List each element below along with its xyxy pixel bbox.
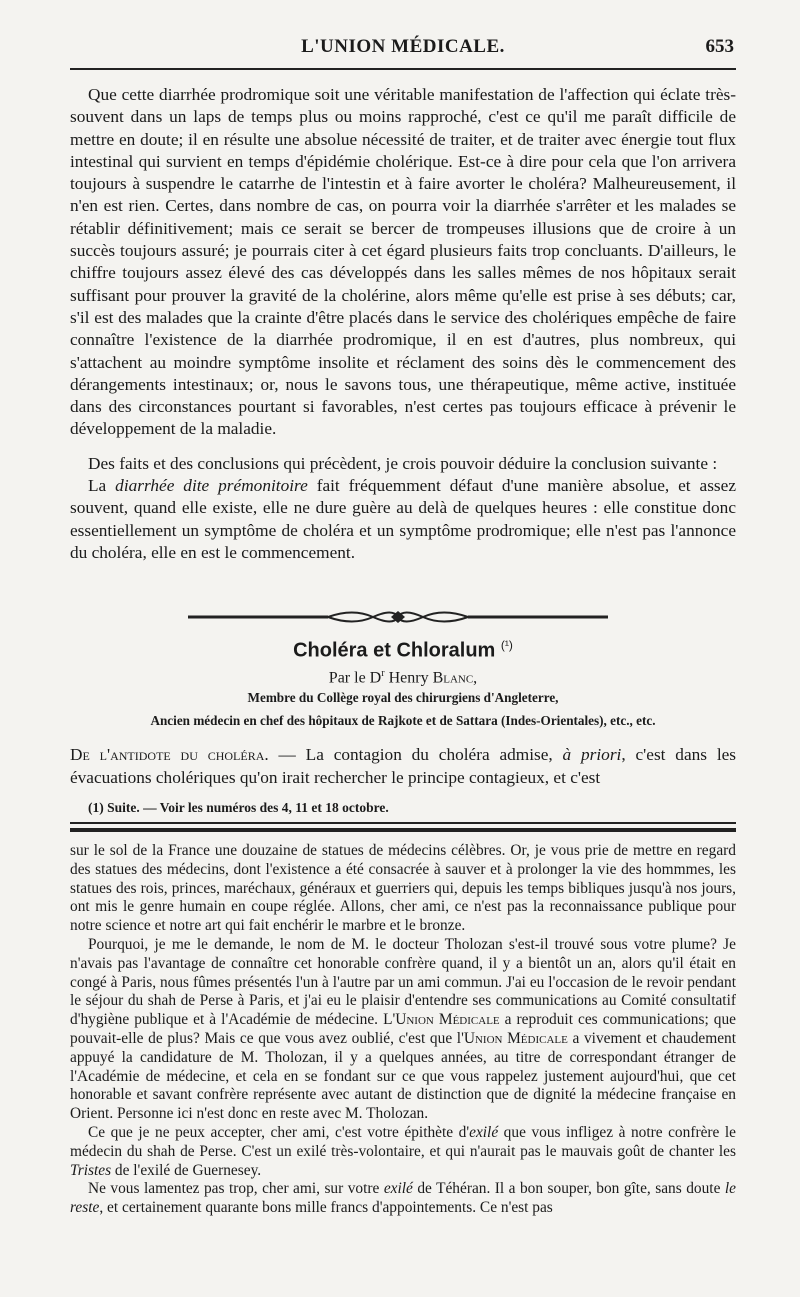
p2-text-b: a reproduit ces communications; que pouvait-elle de plus? Mais ce que vous avez oublié, c'est que l' (70, 1011, 736, 1047)
lower-letter-body (70, 842, 736, 1218)
antidote-paragraph (70, 744, 736, 789)
paragraph-diarrhee: Que cette diarrhée prodromique soit une véritable manifestation de l'affection qui éclate très-souvent dans un laps de temps plus ou moins rapproché, c'est ce qu'il me paraît difficile de mettre en doute; il en résulte une absolue nécessité de traiter, et de traiter avec énergie tout flux intestinal qui survient en temps d'épidémie cholérique. Est-ce à dire pour cela que l'on arrivera toujours à suspendre le catarrhe de l'intestin et à faire avorter le choléra? Malheureusement, il n'en est rien. Certes, dans nombre de cas, on pourra voir la diarrhée s'arrêter et les malades se rétablir définitivement; mais ce serait se bercer de trompeuses illusions que de croire à un succès toujours assuré; je pourrais citer à cet égard plusieurs faits trop concluants. D'ailleurs, le chiffre toujours assez élevé des cas développés dans les salles mêmes de nos hôpitaux serait suffisant pour prouver la gravité de la cholérine, alors même qu'elle est prise à ses débuts; car, s'il est des malades que la crainte d'être placés dans le service des cholériques empêche de faire connaître l'existence de la diarrhée prodromique, il en est d'autres, plus nombreux, qui s'attachent au moindre symptôme insolite et réclament des soins dès le commencement des dérangements intestinaux; or, nous le savons tous, une thérapeutique, même active, instituée dans des circonstances pourtant si favorables, n'est certes pas toujours efficace à prévenir le développement de la maladie. (70, 85, 736, 439)
author-affiliation-2: Ancien médecin en chef des hôpitaux de Rajkote et de Sattara (Indes-Orientales), etc., etc. (150, 713, 656, 728)
section-text-2: , c'est dans les évacuations cholériques qu'on irait rechercher le principe contagieux, et c'est (70, 745, 737, 787)
author-affiliation-1: Membre du Collège royal des chirurgiens d'Angleterre, (247, 690, 559, 705)
section-text-1: La contagion du choléra admise, (305, 745, 563, 764)
journal-name-ref-1: Union Médicale (395, 1011, 500, 1029)
p3-text-b: que vous infligez à notre confrère le médecin du shah de Perse. C'est un exilé très-volontaire, et qui n'aurait pas le mauvais goût de chanter les (70, 1123, 736, 1160)
article-title-note: (¹) (500, 638, 513, 652)
article-title-text: Choléra et Chloralum (293, 639, 496, 662)
conclusion-lead: La (88, 476, 116, 496)
section-rule-thin (70, 822, 736, 824)
letter-paragraph-statues: sur le sol de la France une douzaine de statues de médecins célèbres. Or, je vous prie de mettre en regard des statues des médecins, dont l'existence a été consacrée à sauver et à prolonger la vie des hommmes, les statues des rois, princes, maréchaux, généraux et guerriers qui, depuis les temps bibliques jusqu'à nos jours, ont mis le genre humain en coupe réglée. Allons, cher ami, ce n'est pas la reconnaissance publique pour notre science et notre art qui fait enchérir le marbre et le bronze. (70, 842, 736, 935)
p3-italic-tristes: Tristes (70, 1161, 112, 1179)
byline-prefix: Par le D (328, 669, 382, 687)
section-heading: De l'antidote du choléra. (70, 745, 269, 764)
antidote-section (70, 744, 736, 789)
article-byline (70, 668, 736, 687)
author-last-name: Blanc, (432, 669, 478, 687)
journal-name-ref-2: Union Médicale (463, 1029, 568, 1047)
header-rule (70, 68, 736, 70)
byline-sup: r (381, 668, 385, 679)
ornament-divider (188, 606, 608, 628)
footnote: (1) Suite. — Voir les numéros des 4, 11 et 18 octobre. (88, 800, 389, 815)
paragraph-conclusion-intro: Des faits et des conclusions qui précèdent, je crois pouvoir déduire la conclusion suivante : (88, 453, 718, 473)
journal-title: L'UNION MÉDICALE. (301, 36, 505, 57)
section-dash: — (268, 745, 306, 764)
p4-text-b: de Téhéran. Il a bon souper, bon gîte, sans doute (412, 1180, 725, 1198)
p3-text-c: de l'exilé de Guernesey. (111, 1161, 262, 1179)
page-number: 653 (705, 36, 734, 57)
p4-italic-reste: le reste (70, 1180, 736, 1217)
p3-text-a: Ce que je ne peux accepter, cher ami, c'est votre épithète d' (88, 1123, 470, 1141)
conclusion-emphasis: diarrhée dite prémonitoire (115, 476, 308, 496)
p2-text-c: a vivement et chaudement appuyé la candidature de M. Tholozan, il y a quelques années, au titre de correspondant étranger de l'Académie de médecine, et cela en se fondant sur ce que vous rappelez justement aujourd'hui, que cet honorable et savant confrère représente avec autant de distinction que de dignité la médecine française en Orient. Personne ici n'est donc en reste avec M. Tholozan. (70, 1029, 737, 1123)
letter-paragraph-exile (70, 1124, 736, 1180)
letter-paragraph-tholozan (70, 936, 736, 1124)
letter-paragraph-teheran (70, 1180, 736, 1218)
p2-text-a: Pourquoi, je me le demande, le nom de M. le docteur Tholozan s'est-il trouvé sous votre plume? Je n'avais pas l'avantage de connaître cet honorable confrère quand, il y a bientôt un an, alors qu'il était en congé à Paris, nous fûmes présentés l'un à l'autre par un ami commun. J'ai eu l'occasion de le revoir pendant le séjour du shah de Perse à Paris, et j'ai eu le plaisir d'entendre ses communications au Comité consultatif d'hygiène publique et à l'Académie de médecine. L' (70, 935, 736, 1029)
p3-italic-exile: exilé (469, 1123, 499, 1141)
p4-text-c: , et certainement quarante bons mille francs d'appointements. Ce n'est pas (99, 1199, 553, 1217)
paragraph-conclusion (70, 475, 736, 564)
page-header (70, 36, 736, 66)
section-rule-thick (70, 828, 736, 832)
article-title (70, 638, 736, 663)
section-italic: à priori (562, 745, 622, 764)
p4-text-a: Ne vous lamentez pas trop, cher ami, sur votre (88, 1180, 384, 1198)
author-first-name: Henry (388, 669, 429, 687)
p4-italic-exile: exilé (383, 1180, 413, 1198)
upper-article-body (70, 84, 736, 564)
conclusion-rest: fait fréquemment défaut d'une manière absolue, et assez souvent, quand elle existe, elle ne dure guère au delà de quelques heures : elle constitue donc essentiellement un symptôme de choléra et un symptôme prodromique; elle n'est pas l'annonce du choléra, elle en est le commencement. (70, 476, 737, 562)
